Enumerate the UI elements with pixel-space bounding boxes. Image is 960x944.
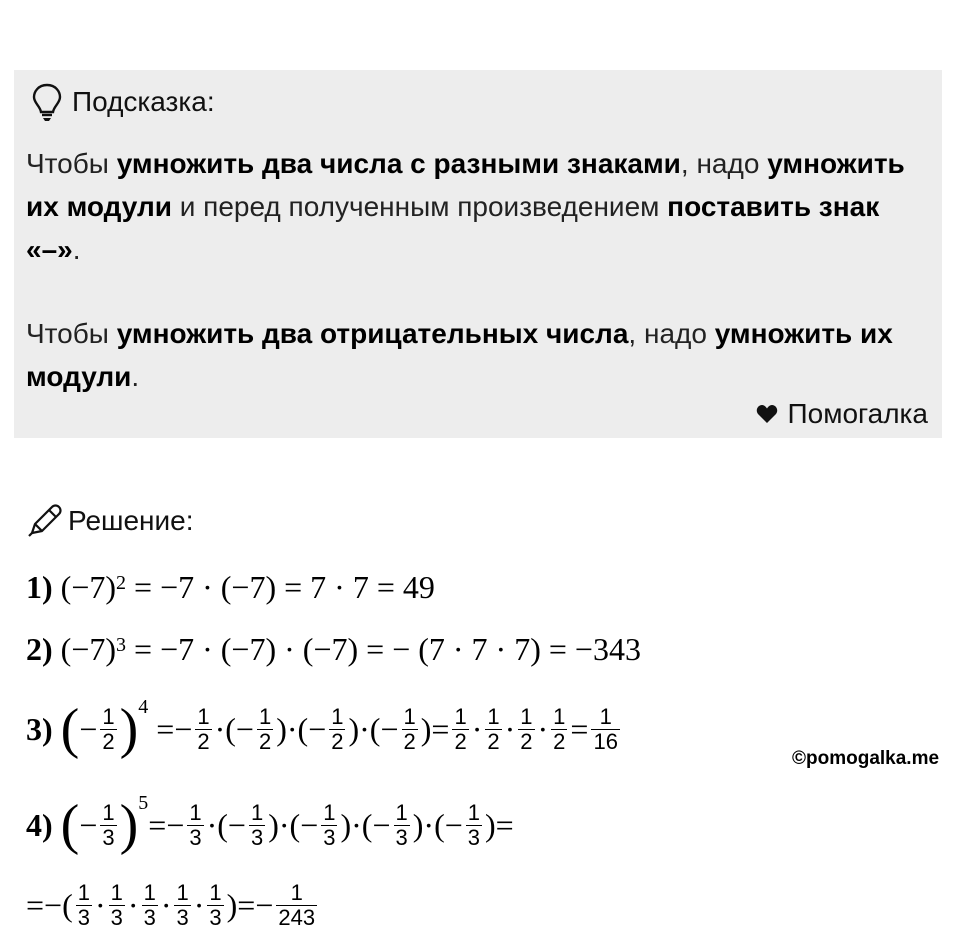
brand-signature (756, 397, 928, 431)
math-paren: ) (226, 886, 238, 923)
hint-text: . (72, 234, 81, 265)
math-dot: · (351, 806, 362, 843)
hint-title: Подсказка: (72, 86, 215, 117)
math-dot: · (471, 710, 483, 747)
solution-title: Решение: (68, 505, 194, 536)
math-exponent: 2 (116, 571, 127, 594)
math-minus: − (79, 710, 98, 747)
math-paren: ( (369, 710, 381, 747)
hint-text: Чтобы (26, 148, 117, 179)
math-paren: ( (289, 806, 301, 843)
math-eq: = (431, 710, 450, 747)
math-dot: · (286, 710, 298, 747)
hint-emphasis: умножить два числа с разными знаками (116, 148, 681, 179)
math-dot: · (278, 806, 290, 843)
math-paren: ( (60, 698, 80, 760)
solution-line-3 (26, 694, 623, 764)
math-fraction: $\frac{1}{3}$ (189, 799, 202, 850)
math-dot: · (95, 886, 106, 923)
hint-header (30, 82, 215, 122)
math-fraction: $\frac{1}{3}$ (467, 799, 481, 850)
math-minus: − (166, 806, 185, 843)
math-base: (−7) (60, 630, 117, 667)
math-minus: − (235, 710, 254, 747)
math-dot: · (423, 806, 435, 843)
math-paren: ( (60, 794, 80, 856)
hint-emphasis: умножить два отрицательных числа (116, 318, 629, 349)
math-paren: ) (420, 710, 432, 747)
math-exponent: 3 (116, 633, 127, 656)
math-minus: − (380, 710, 399, 747)
math-paren: ) (412, 806, 424, 843)
math-paren: ) (348, 710, 360, 747)
math-fraction: $\frac{1}{3}$ (77, 879, 90, 930)
item-number: 3) (26, 710, 53, 747)
hint-text: Чтобы (26, 318, 117, 349)
math-eq: = (237, 886, 256, 923)
math-fraction: $\frac{1}{2}$ (454, 703, 467, 754)
math-paren: ) (276, 710, 287, 747)
math-fraction: $\frac{1}{2}$ (102, 703, 115, 754)
hint-text: . (131, 361, 140, 392)
item-number: 2) (26, 630, 53, 667)
math-exponent: 4 (138, 695, 149, 718)
math-fraction: $\frac{1}{3}$ (102, 799, 115, 850)
math-fraction: $\frac{1}{3}$ (250, 799, 264, 850)
math-minus: − (255, 886, 274, 923)
math-fraction: $\frac{1}{2}$ (331, 703, 344, 754)
math-dot: · (537, 710, 549, 747)
math-eq: = (156, 710, 175, 747)
math-dot: · (193, 886, 205, 923)
math-fraction: $\frac{1}{2}$ (197, 703, 210, 754)
hint-paragraph-2 (26, 312, 926, 398)
math-fraction: $\frac{1}{3}$ (323, 799, 336, 850)
math-fraction: $\frac{1}{3}$ (209, 879, 222, 930)
math-minus: − (79, 806, 98, 843)
math-paren: ( (225, 710, 236, 747)
math-dot: · (160, 886, 172, 923)
hint-emphasis: поставить знак «–» (26, 191, 880, 265)
math-expression: = −7 · (−7) = 7 · 7 = 49 (126, 568, 435, 605)
watermark: ©pomogalka.me (792, 748, 940, 769)
math-dot: · (504, 710, 516, 747)
math-dot: · (214, 710, 226, 747)
hint-text: и перед полученным произведением (171, 191, 668, 222)
item-number: 4) (26, 806, 53, 843)
solution-line-1 (26, 565, 435, 609)
item-number: 1) (26, 568, 53, 605)
math-paren: ( (297, 710, 309, 747)
math-paren: ) (119, 698, 139, 760)
math-exponent: 5 (138, 791, 149, 814)
math-fraction: $\frac{1}{2}$ (520, 703, 533, 754)
math-fraction: $\frac{1}{3}$ (176, 879, 189, 930)
lightbulb-icon (30, 82, 64, 122)
math-paren: ) (485, 806, 496, 843)
math-fraction: $\frac{1}{3}$ (110, 879, 123, 930)
math-paren: ( (62, 886, 73, 923)
math-paren: ) (268, 806, 279, 843)
hint-text: , надо (628, 318, 715, 349)
math-minus: − (308, 710, 327, 747)
solution-line-2 (26, 627, 641, 671)
math-dot: · (359, 710, 370, 747)
math-fraction: $\frac{1}{2}$ (553, 703, 566, 754)
math-minus: − (227, 806, 246, 843)
math-eq: = (495, 806, 514, 843)
solution-header (26, 503, 194, 539)
math-eq (148, 711, 156, 748)
math-minus: − (444, 806, 463, 843)
math-base: (−7) (60, 568, 117, 605)
solution-line-4 (26, 790, 514, 860)
hint-emphasis: умножить их модули (26, 148, 905, 222)
math-fraction: $\frac{1}{3}$ (143, 879, 156, 930)
hint-text: , надо (680, 148, 768, 179)
pencil-icon (26, 503, 62, 539)
math-fraction: $\frac{1}{2}$ (258, 703, 272, 754)
hint-paragraph-1 (26, 142, 926, 271)
math-paren: ) (340, 806, 352, 843)
math-fraction: $\frac{1}{3}$ (395, 799, 408, 850)
math-paren: ( (361, 806, 373, 843)
math-minus: − (372, 806, 391, 843)
heart-icon (756, 404, 778, 424)
math-paren: ( (217, 806, 228, 843)
math-eq: = (26, 886, 45, 923)
hint-box (14, 70, 942, 438)
math-minus: − (174, 710, 193, 747)
math-fraction: $\frac{1}{2}$ (403, 703, 416, 754)
math-paren: ( (434, 806, 445, 843)
math-fraction-result: $\frac{1}{243}$ (278, 879, 316, 930)
brand-name: Помогалка (787, 398, 928, 429)
math-fraction-result: $\frac{1}{16}$ (593, 703, 618, 754)
hint-emphasis: умножить их модули (26, 318, 893, 392)
math-minus: − (300, 806, 319, 843)
math-eq: = (570, 710, 589, 747)
solution-line-4-continued (26, 872, 320, 938)
math-fraction: $\frac{1}{2}$ (487, 703, 500, 754)
math-expression: = −7 · (−7) · (−7) = − (7 · 7 · 7) = −343 (126, 630, 641, 667)
math-dot: · (206, 806, 218, 843)
math-eq: = (148, 806, 167, 843)
math-dot: · (127, 886, 139, 923)
math-minus: − (44, 886, 63, 923)
math-paren: ) (119, 794, 139, 856)
